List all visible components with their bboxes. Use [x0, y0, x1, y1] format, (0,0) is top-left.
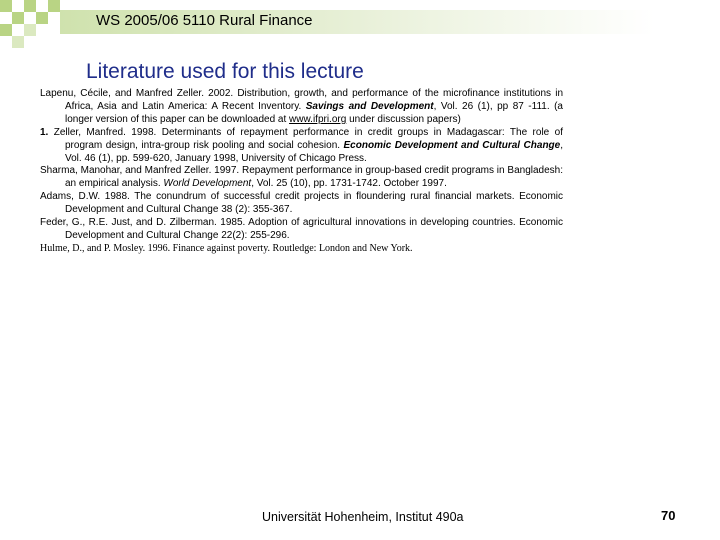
reference-text: , Vol. 25 (10), pp. 1731-1742. October 1997. [251, 178, 447, 190]
slide-title: Literature used for this lecture [86, 60, 364, 83]
reference-item: Hulme, D., and P. Mosley. 1996. Finance against poverty. Routledge: London and New York. [40, 242, 413, 254]
reference-source: World Development [163, 178, 252, 190]
footer-institution: Universität Hohenheim, Institut 490a [262, 510, 464, 524]
page-number: 70 [661, 508, 676, 523]
reference-text: Lapenu, Cécile, and Manfred Zeller. 2002. Distribution, growth, and performance of the microfinance institutions in Africa, Asia and Latin America: A Recent Inventory. [40, 88, 563, 112]
reference-item [40, 88, 563, 127]
reference-source: Economic Development and Cultural Change [343, 139, 561, 151]
reference-source: Savings and Development [305, 100, 434, 112]
reference-text: Zeller, Manfred. 1998. Determinants of repayment performance in credit groups in Madagascar: The role of program design, intra-group risk pooling and social cohesion. [48, 126, 563, 151]
ifpri-link[interactable]: www.ifpri.org [289, 113, 347, 125]
course-title: WS 2005/06 5110 Rural Finance [96, 12, 313, 29]
reference-list [40, 88, 563, 256]
reference-item: Adams, D.W. 1988. The conundrum of successful credit projects in floundering rural financial markets. Economic Development and Cultural Change 38 (2): 355-367. [40, 191, 563, 216]
reference-text: , Vol. 26 (1), pp 87 -111. (a longer version of this paper can be downloaded at [65, 100, 563, 125]
reference-item [40, 165, 563, 191]
reference-item [40, 127, 563, 166]
reference-text: Sharma, Manohar, and Manfred Zeller. 1997. Repayment performance in group-based credit programs in Bangladesh: an empirical analysis. [40, 165, 563, 190]
reference-item: Feder, G., R.E. Just, and D. Zilberman. 1985. Adoption of agricultural innovations in developing countries. Economic Development and Cultural Change 22(2): 255-296. [40, 217, 563, 241]
reference-text: , Vol. 46 (1), pp. 599-620, January 1998, University of Chicago Press. [65, 139, 564, 164]
list-marker: 1. [40, 126, 49, 138]
reference-text: under discussion papers) [346, 113, 461, 125]
